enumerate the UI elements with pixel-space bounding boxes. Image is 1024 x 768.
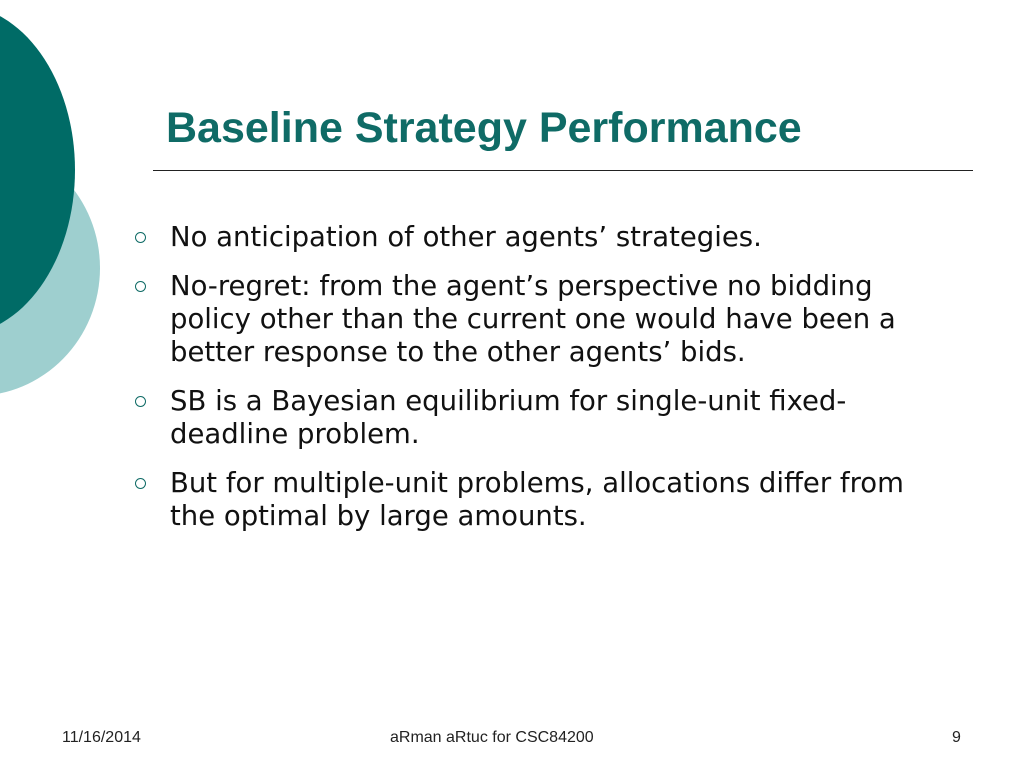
title-divider [153, 170, 973, 171]
bullet-text: No-regret: from the agent’s perspective no bidding policy other than the current one would have been a better response to the other agents’ bids. [170, 270, 896, 368]
bullet-text: No anticipation of other agents’ strategies. [170, 221, 762, 253]
slide-title: Baseline Strategy Performance [166, 104, 802, 152]
hollow-circle-icon [135, 396, 146, 407]
hollow-circle-icon [135, 281, 146, 292]
footer-date: 11/16/2014 [62, 729, 141, 746]
bullet-item [130, 385, 920, 451]
hollow-circle-icon [135, 232, 146, 243]
footer-author: aRman aRtuc for CSC84200 [390, 729, 594, 746]
bullet-text: SB is a Bayesian equilibrium for single-unit fixed-deadline problem. [170, 385, 847, 450]
bullet-list [130, 221, 920, 549]
slide-number: 9 [952, 729, 961, 746]
bullet-item [130, 221, 920, 254]
bullet-item [130, 467, 920, 533]
bullet-item [130, 270, 920, 369]
hollow-circle-icon [135, 478, 146, 489]
bullet-text: But for multiple-unit problems, allocations differ from the optimal by large amounts. [170, 467, 904, 532]
